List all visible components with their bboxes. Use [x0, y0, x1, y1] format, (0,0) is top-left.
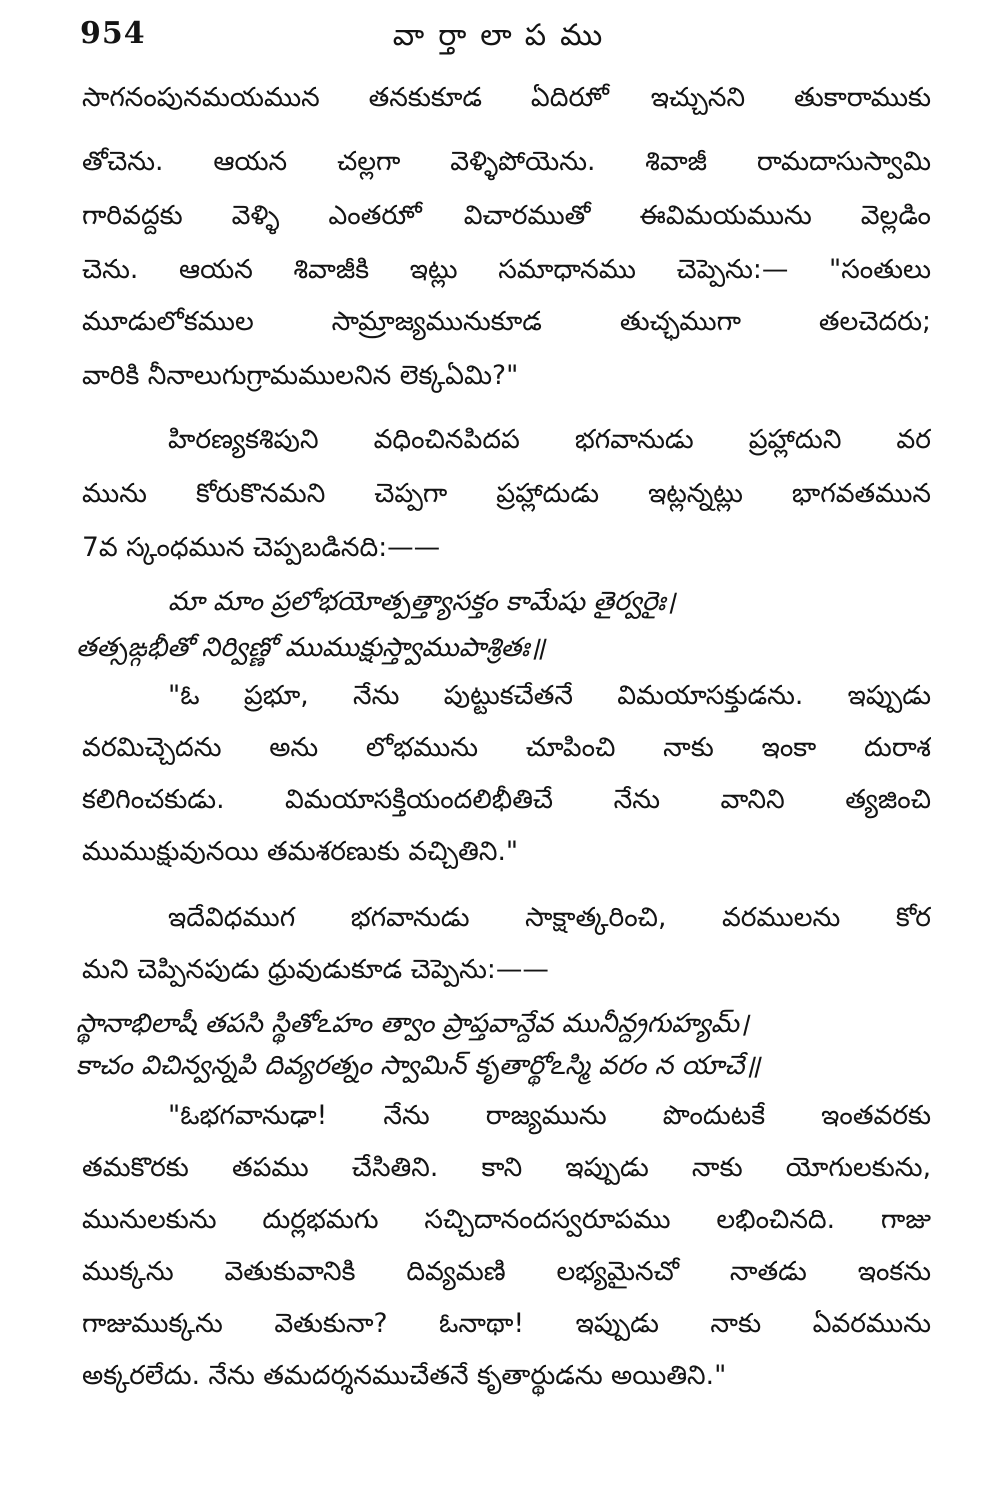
- verse-line: మా మాం ప్రలోభయోత్పత్త్యాసక్తం కామేషు తైర్వరైః।: [168, 586, 676, 617]
- page-header: [80, 12, 929, 62]
- text-line: గారివద్దకు వెళ్ళి ఎంతరూో విచారముతో ఈవిమయమును వెల్లడిం: [82, 200, 931, 231]
- text-line: గాజుముక్కను వెతుకునా? ఓనాథా! ఇప్పుడు నాకు ఏవరమును: [82, 1308, 931, 1339]
- text-line: చెను. ఆయన శివాజీకి ఇట్లు సమాధానము చెప్పెను:— "సంతులు: [82, 254, 931, 285]
- text-line: ముముక్షువునయి తమశరణుకు వచ్చితిని.": [82, 836, 519, 867]
- text-line: అక్కరలేదు. నేను తమదర్శనముచేతనే కృతార్థుడను అయితిని.": [82, 1360, 727, 1391]
- text-line: మును కోరుకొనమని చెప్పగా ప్రహ్లాదుడు ఇట్లన్నట్లు భాగవతమున: [82, 478, 931, 509]
- text-line: తమకొరకు తపము చేసితిని. కాని ఇప్పుడు నాకు యోగులకును,: [82, 1152, 931, 1183]
- body-text: [76, 78, 931, 1404]
- text-line: సాగనంపునమయమున తనకుకూడ ఏదిరూో ఇచ్చునని తుకారాముకు: [82, 82, 931, 113]
- verse-line: తత్సఙ్గభీతో నిర్విణ్ణో ముముక్షుస్త్వాముపాశ్రితః॥: [76, 632, 546, 663]
- page-number: 954: [80, 16, 146, 51]
- text-line: 7వ స్కంధమున చెప్పబడినది:——: [82, 532, 441, 563]
- text-line: మని చెప్పినపుడు ధ్రువుడుకూడ చెప్పెను:——: [82, 954, 549, 985]
- text-line: ఇదేవిధముగ భగవానుడు సాక్షాత్కరించి, వరములను కోర: [168, 902, 931, 933]
- text-line: తోచెను. ఆయన చల్లగా వెళ్ళిపోయెను. శివాజీ రామదాసుస్వామి: [82, 146, 931, 177]
- text-line: కలిగించకుడు. విమయాసక్తియందలిభీతిచే నేను వానిని త్యజించి: [82, 784, 931, 815]
- text-line: "ఓ ప్రభూ, నేను పుట్టుకచేతనే విమయాసక్తుడను. ఇప్పుడు: [168, 680, 931, 711]
- verse-line: కాచం విచిన్వన్నపి దివ్యరత్నం స్వామిన్ కృతార్థోఽస్మి వరం న యాచే॥: [76, 1050, 761, 1081]
- verse-line: స్థానాభిలాషీ తపసి స్థితోఽహం త్వాం ప్రాప్తవాన్దేవ మునీన్ద్రగుహ్యమ్।: [76, 1008, 749, 1039]
- text-line: హిరణ్యకశిపుని వధించినపిదప భగవానుడు ప్రహ్లాదుని వర: [168, 424, 931, 455]
- text-line: మూడులోకముల సామ్రాజ్యమునుకూడ తుచ్ఛముగా తలచెదరు;: [82, 306, 931, 337]
- text-line: వారికి నీనాలుగుగ్రామములనిన లెక్కఏమి?": [82, 360, 519, 391]
- text-line: వరమిచ్చెదను అను లోభమును చూపించి నాకు ఇంకా దురాశ: [82, 732, 931, 763]
- text-line: "ఓభగవానుఢా! నేను రాజ్యమును పొందుటకే ఇంతవరకు: [168, 1100, 931, 1131]
- running-title: వార్తాలాపము: [392, 18, 617, 53]
- text-line: ముక్కను వెతుకువానికి దివ్యమణి లభ్యమైనచో నాతడు ఇంకను: [82, 1256, 931, 1287]
- text-line: మునులకును దుర్లభమగు సచ్చిదానందస్వరూపము లభించినది. గాజు: [82, 1204, 931, 1235]
